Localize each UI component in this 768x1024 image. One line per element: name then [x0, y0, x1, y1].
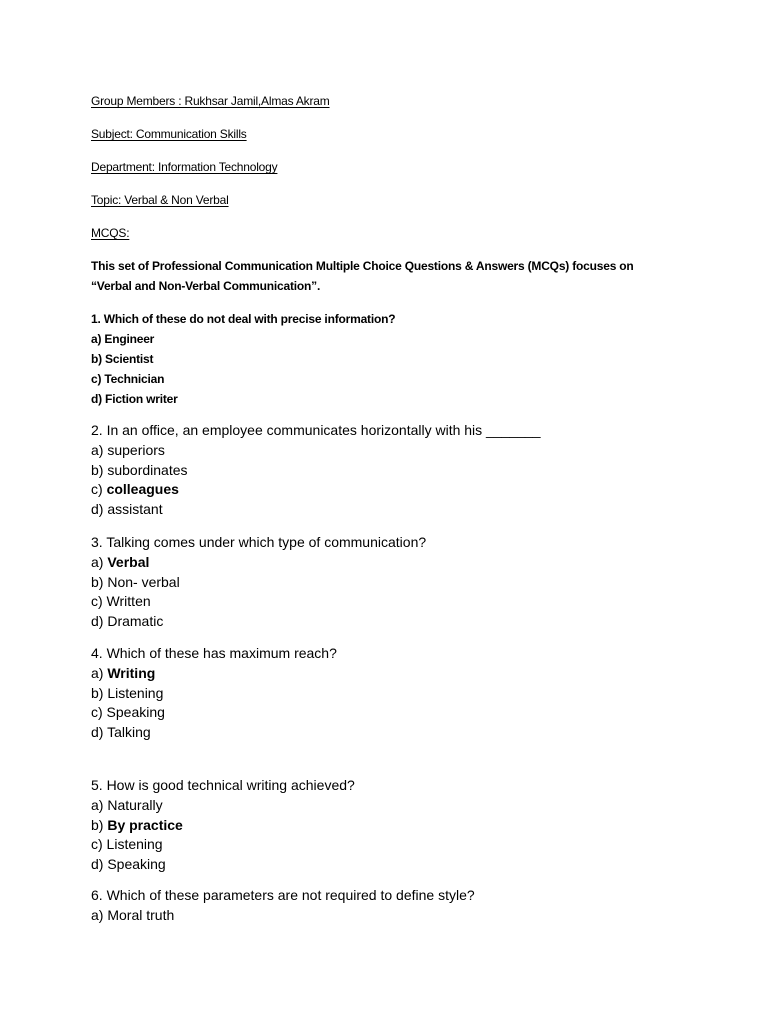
- option-a: a) superiors: [91, 441, 165, 458]
- option-d: d) Speaking: [91, 856, 166, 873]
- question-2: [91, 421, 541, 520]
- correct-answer: Writing: [107, 664, 156, 681]
- intro-line: This set of Professional Communication Multiple Choice Questions & Answers (MCQs) focuses on: [91, 259, 634, 273]
- option-c: c) Written: [91, 593, 151, 610]
- correct-answer: colleagues: [106, 481, 179, 498]
- topic-heading: Topic: Verbal & Non Verbal: [91, 193, 229, 207]
- question-text: 4. Which of these has maximum reach?: [91, 645, 337, 661]
- option-c: c) Technician: [91, 372, 165, 386]
- option-a: [91, 553, 426, 573]
- option-b: b) Listening: [91, 684, 164, 701]
- correct-answer: By practice: [107, 816, 183, 833]
- option-b: b) Scientist: [91, 352, 154, 366]
- question-text: 3. Talking comes under which type of communication?: [91, 534, 427, 550]
- question-text: 2. In an office, an employee communicates horizontally with his _______: [91, 422, 541, 438]
- option-c: c) Speaking: [91, 704, 165, 721]
- correct-answer: Verbal: [107, 553, 150, 570]
- option-prefix: b): [91, 816, 108, 833]
- option-a: a) Naturally: [91, 796, 163, 813]
- option-c: c) Listening: [91, 836, 163, 853]
- department-heading: Department: Information Technology: [91, 160, 278, 174]
- question-6: [91, 886, 475, 926]
- option-d: d) assistant: [91, 501, 163, 518]
- intro-paragraph: [91, 256, 651, 296]
- option-a: [91, 664, 337, 684]
- option-d: d) Talking: [91, 724, 151, 741]
- option-a: a) Moral truth: [91, 906, 175, 923]
- option-prefix: a): [91, 664, 108, 681]
- question-4: [91, 644, 337, 743]
- option-prefix: c): [91, 481, 107, 498]
- question-5: [91, 776, 355, 875]
- intro-line: “Verbal and Non-Verbal Communication”.: [91, 279, 321, 293]
- option-c: [91, 480, 541, 500]
- option-b: [91, 816, 355, 836]
- question-3: [91, 533, 426, 632]
- question-1: [91, 309, 395, 409]
- option-a: a) Engineer: [91, 332, 155, 346]
- mcqs-heading: MCQS:: [91, 226, 130, 240]
- option-b: b) Non- verbal: [91, 573, 180, 590]
- question-text: 1. Which of these do not deal with precise information?: [91, 312, 396, 326]
- question-text: 5. How is good technical writing achieved?: [91, 777, 355, 793]
- group-members-heading: Group Members : Rukhsar Jamil,Almas Akram: [91, 94, 330, 108]
- question-text: 6. Which of these parameters are not required to define style?: [91, 887, 475, 903]
- option-d: d) Fiction writer: [91, 392, 178, 406]
- subject-heading: Subject: Communication Skills: [91, 127, 247, 141]
- option-prefix: a): [91, 553, 108, 570]
- option-d: d) Dramatic: [91, 613, 164, 630]
- option-b: b) subordinates: [91, 461, 188, 478]
